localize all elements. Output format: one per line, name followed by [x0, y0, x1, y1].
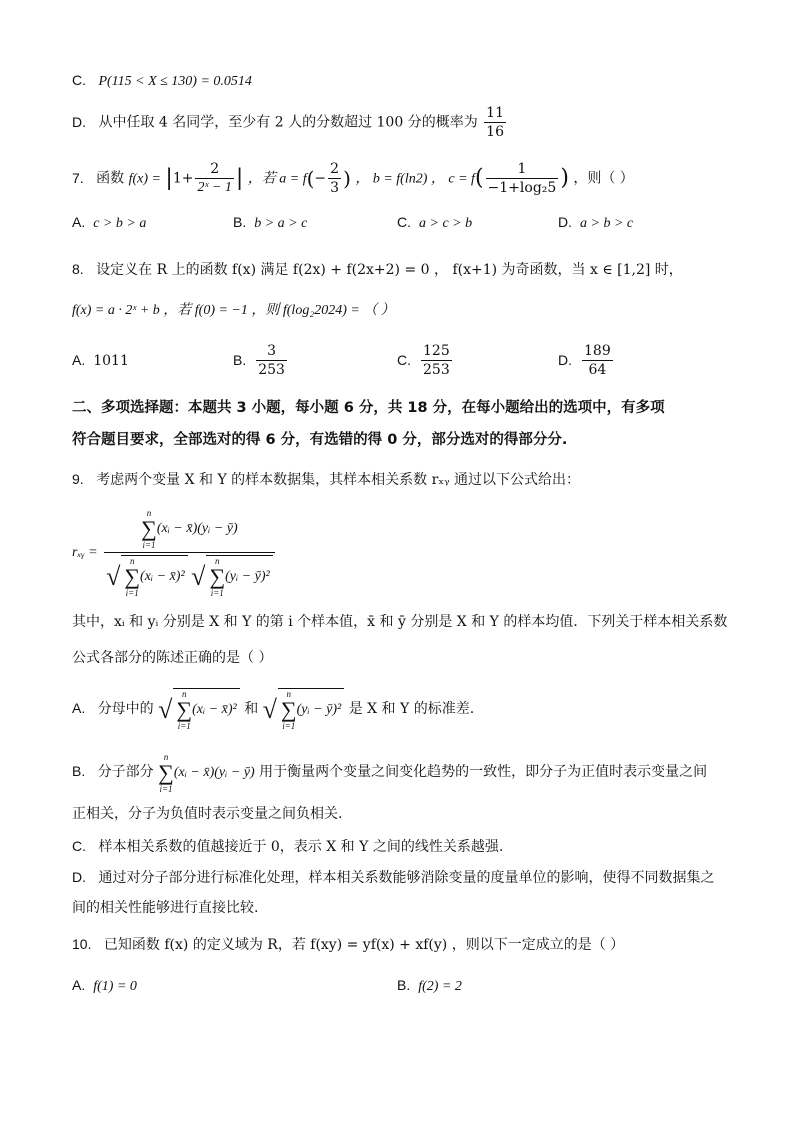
option-label: D.: [558, 351, 572, 368]
question-number: 8.: [72, 261, 84, 277]
sqrt-term-b: (yᵢ − ȳ)²: [296, 702, 342, 718]
option-label: D.: [72, 869, 86, 885]
option-text: 样本相关系数的值越接近于 0，表示 X 和 Y 之间的线性关系越强.: [98, 839, 504, 855]
q10-option-b: [397, 977, 462, 995]
correlation-formula: [72, 508, 277, 598]
q8-option-d: [558, 342, 615, 379]
section-heading-line1: 二、多项选择题：本题共 3 小题，每小题 6 分，共 18 分，在每小题给出的选项中，有多项: [72, 400, 665, 416]
option-label: A.: [72, 214, 86, 230]
q8-option-c: [397, 342, 454, 379]
q9-option-d: [72, 867, 714, 888]
fraction-numerator: 189: [584, 343, 611, 359]
option-text: 用于衡量两个变量之间变化趋势的一致性，即分子为正值时表示变量之间: [259, 764, 708, 781]
question-number: 10.: [72, 936, 92, 952]
condition-a: ，若 a = f: [247, 171, 307, 187]
q9-explain-line2: 公式各部分的陈述正确的是（ ）: [72, 650, 273, 666]
stem-text: 设定义在 R 上的函数 f(x) 满足 f(2x) + f(2x+2) = 0 ， f(x+1) 为奇函数，当 x ∈ [1,2] 时，: [96, 262, 683, 278]
option-label: C.: [72, 838, 86, 854]
numerator-text: (xᵢ − x̄)(yᵢ − ȳ): [156, 521, 238, 537]
option-text: 通过对分子部分进行标准化处理，样本相关系数能够消除变量的度量单位的影响，使得不同数据集之: [98, 870, 715, 886]
stem-text: f(x) = a · 2ˣ + b ，若 f(0) = −1 ，则 f(log₂2024) = （ ）: [72, 303, 395, 318]
option-text: 1011: [93, 353, 129, 369]
option-text: 和: [244, 701, 259, 718]
formula-fraction: [104, 508, 275, 598]
formula-denominator: √n ∑ i=1(xᵢ − x̄)² √n ∑ i=1(yᵢ − ȳ)²: [104, 552, 275, 598]
option-text: f(1) = 0: [93, 979, 137, 994]
q9-option-c: [72, 836, 503, 857]
option-text: a > b > c: [580, 216, 634, 231]
q7-option-d: [558, 214, 633, 232]
q7-option-a: [72, 214, 146, 232]
q9-option-b: B. 分子部分 n ∑ i=1(xᵢ − x̄)(yᵢ − ȳ) 用于衡量两个变量之间变化趋势的一致性，即分子为正值时表示变量之间: [72, 752, 708, 794]
fraction: [195, 160, 233, 197]
q10-option-a: [72, 977, 137, 995]
option-text: f(2) = 2: [418, 979, 462, 994]
option-label: B.: [397, 977, 411, 993]
question-10-stem: [72, 934, 624, 955]
fraction-denominator: 3: [330, 180, 340, 196]
sqrt-term-a: (xᵢ − x̄)²: [192, 702, 237, 718]
option-label: A.: [72, 700, 86, 717]
question-9-stem: [72, 469, 580, 490]
q9-option-d-line2: 间的相关性能够进行直接比较.: [72, 900, 259, 916]
fraction-numerator: 3: [267, 343, 277, 359]
fraction-denominator: 253: [423, 362, 450, 378]
formula-numerator: [104, 508, 275, 552]
stem-text: 已知函数 f(x) 的定义域为 R，若 f(xy) = yf(x) + xf(y) ，则以下一定成立的是（ ）: [103, 937, 625, 953]
q6-option-d: [72, 104, 508, 141]
question-8-line2: [72, 300, 395, 321]
stem-text: 函数: [96, 170, 125, 187]
function-lhs: f(x) =: [128, 171, 161, 187]
fraction-denominator: 2ˣ − 1: [197, 180, 232, 195]
option-text: a > c > b: [419, 216, 473, 231]
fraction: [484, 104, 506, 141]
q7-option-c: [397, 214, 472, 232]
q9-option-a: A. 分母中的 √n ∑ i=1(xᵢ − x̄)² 和 √n ∑ i=1(yᵢ − ȳ)² 是 X 和 Y 的标准差.: [72, 689, 475, 731]
q8-option-b: [233, 342, 289, 379]
fraction-denominator: 16: [486, 124, 504, 140]
option-label: B.: [233, 214, 247, 230]
numerator-text: (xᵢ − x̄)(yᵢ − ȳ): [173, 765, 255, 781]
option-text: 从中任取 4 名同学，至少有 2 人的分数超过 100 分的概率为: [98, 114, 478, 131]
fraction-denominator: −1+log₂5: [487, 180, 557, 196]
fraction: [582, 342, 613, 379]
option-label: A.: [72, 977, 86, 993]
fraction-denominator: 64: [582, 360, 613, 379]
q6-option-c: [72, 70, 252, 92]
stem-text: 考虑两个变量 X 和 Y 的样本数据集，其样本相关系数 rₓᵧ 通过以下公式给出：: [96, 472, 580, 488]
option-text: 分子部分: [97, 764, 154, 781]
formula-lhs: rₓᵧ =: [72, 545, 98, 560]
option-label: D.: [558, 214, 572, 230]
fraction-numerator: 2: [330, 161, 340, 177]
option-text: c > b > a: [93, 216, 147, 231]
option-label: C.: [72, 72, 86, 88]
q9-option-b-line2: 正相关，分子为负值时表示变量之间负相关.: [72, 806, 343, 822]
option-label: C.: [397, 214, 411, 230]
stem-suffix: ，则（ ）: [573, 170, 634, 187]
q7-option-b: [233, 214, 307, 232]
option-label: B.: [233, 351, 247, 368]
q8-option-a: [72, 352, 129, 369]
fraction: [486, 160, 559, 197]
section-heading-line2: 符合题目要求，全部选对的得 6 分，有选错的得 0 分，部分选对的得部分分.: [72, 432, 568, 448]
option-text: 分母中的: [97, 701, 154, 718]
fraction-denominator: 253: [258, 362, 285, 378]
fraction-numerator: 1: [517, 161, 527, 177]
option-label: D.: [72, 113, 86, 130]
denominator-term-a: (xᵢ − x̄)²: [140, 569, 185, 585]
condition-b: ， b = f(ln2) ， c = f: [355, 171, 475, 187]
question-7-stem: 7. 函数 f(x) = |1+ $\frac{2}{\text{2ˣ − 1}}$ | ，若 a = f(− $\frac{2}{3}$ ) ， b = f(ln2) ， c = f( $\frac{1}{\text{−1+log₂5}}$ ) ，则（ ）: [72, 161, 634, 196]
option-text: b > a > c: [254, 216, 308, 231]
fraction: [256, 342, 287, 379]
fraction: [421, 342, 452, 379]
question-number: 9.: [72, 471, 84, 487]
sum-symbol: n ∑ i=1: [141, 508, 157, 550]
option-text: P(115 < X ≤ 130) = 0.0514: [98, 74, 252, 89]
option-label: C.: [397, 351, 411, 368]
option-text: 是 X 和 Y 的标准差.: [348, 701, 475, 718]
option-label: A.: [72, 352, 86, 368]
fraction: [328, 160, 341, 197]
option-label: B.: [72, 763, 86, 780]
question-number: 7.: [72, 169, 84, 186]
denominator-term-b: (yᵢ − ȳ)²: [225, 569, 270, 585]
fraction-numerator: 2: [210, 161, 220, 177]
fraction-numerator: 125: [423, 343, 450, 359]
q9-explain-line1: 其中，xᵢ 和 yᵢ 分别是 X 和 Y 的第 i 个样本值，x̄ 和 ȳ 分别是 X 和 Y 的样本均值．下列关于样本相关系数: [72, 614, 728, 630]
question-8-line1: [72, 259, 683, 280]
fraction-numerator: 11: [486, 105, 504, 121]
